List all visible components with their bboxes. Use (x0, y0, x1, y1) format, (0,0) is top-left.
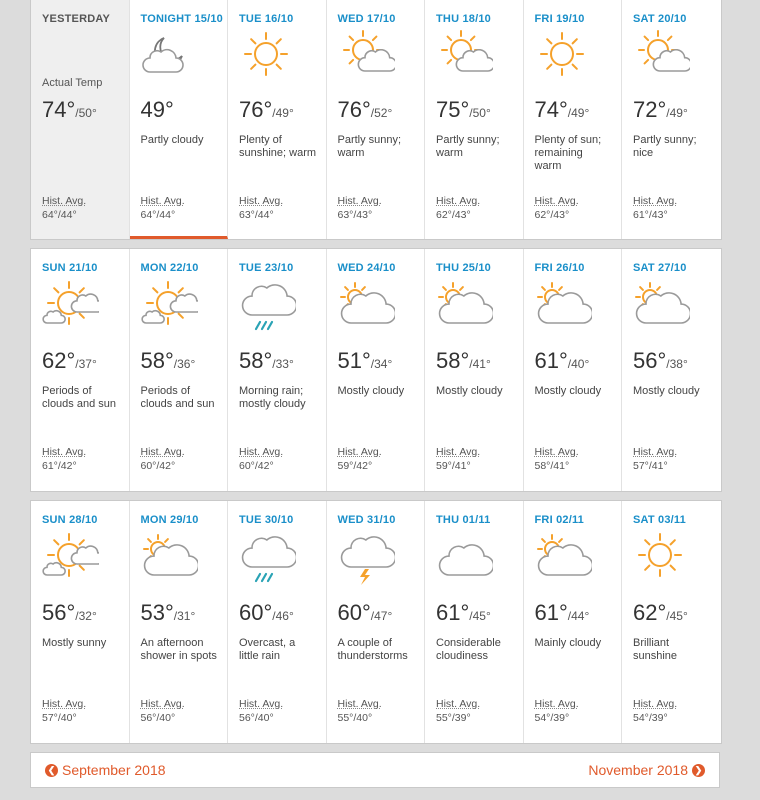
low-temp: /49° (272, 106, 294, 120)
mostly-cloudy-icon (433, 277, 493, 329)
sun-clouds-icon (138, 277, 198, 329)
temperature (141, 600, 196, 626)
low-temp: /32° (75, 609, 97, 623)
low-temp: /40° (567, 357, 590, 371)
high-temp: 76° (337, 97, 371, 122)
forecast-description: A couple of thunderstorms (337, 637, 408, 662)
hist-avg-label: Hist. Avg. (633, 698, 678, 710)
hist-avg-label: Hist. Avg. (42, 195, 87, 207)
forecast-description: Periods of clouds and sun (42, 385, 116, 410)
sun-cloud-icon (335, 28, 395, 80)
sun-clouds-icon (39, 529, 99, 581)
low-temp: /37° (75, 357, 97, 371)
day-card[interactable] (622, 0, 721, 239)
hist-avg-value: 63°/43° (337, 209, 373, 221)
forecast-description: Mostly cloudy (337, 385, 405, 397)
day-name: SUN 21/10 (42, 262, 98, 274)
temperature (239, 97, 294, 123)
rain-cloud-icon (236, 277, 296, 329)
day-name: WED 17/10 (337, 13, 396, 25)
hist-avg-value: 55°/39° (436, 712, 471, 724)
hist-avg-label: Hist. Avg. (239, 195, 284, 207)
hist-avg-label: Hist. Avg. (337, 195, 382, 207)
day-card[interactable] (228, 249, 327, 491)
hist-avg-label: Hist. Avg. (239, 698, 284, 710)
hist-avg-value: 56°/40° (140, 712, 176, 724)
month-navigation (30, 752, 720, 788)
hist-avg-value: 55°/40° (337, 712, 373, 724)
temperature (338, 97, 393, 123)
week-row-2 (30, 248, 722, 492)
mostly-cloudy-icon (630, 277, 690, 329)
historical-average (436, 194, 480, 222)
low-temp: /38° (666, 357, 688, 371)
historical-average (239, 445, 283, 473)
day-card[interactable] (622, 501, 721, 743)
day-name: THU 18/10 (436, 13, 491, 25)
historical-average (436, 697, 480, 725)
day-card[interactable] (130, 501, 229, 743)
high-temp: 75° (436, 97, 470, 122)
forecast-description: Brilliant sunshine (633, 637, 678, 662)
high-temp: 62° (633, 600, 667, 625)
low-temp: /34° (370, 357, 393, 371)
hist-avg-label: Hist. Avg. (42, 446, 87, 458)
low-temp: /49° (567, 106, 590, 120)
forecast-description: Partly sunny; warm (436, 134, 500, 159)
temperature (436, 97, 491, 123)
high-temp: 53° (140, 600, 174, 625)
next-month-link[interactable] (588, 762, 705, 778)
high-temp: 61° (436, 600, 470, 625)
sun-icon (630, 529, 690, 581)
day-card[interactable] (425, 249, 524, 491)
day-card[interactable] (425, 0, 524, 239)
historical-average (535, 194, 579, 222)
forecast-description: Considerable cloudiness (436, 637, 501, 662)
hist-avg-label: Hist. Avg. (239, 446, 284, 458)
low-temp: /49° (666, 106, 688, 120)
historical-average (239, 697, 283, 725)
day-name: SAT 27/10 (633, 262, 687, 274)
day-name: TUE 30/10 (239, 514, 294, 526)
hist-avg-label: Hist. Avg. (436, 698, 481, 710)
hist-avg-value: 56°/40° (239, 712, 274, 724)
hist-avg-label: Hist. Avg. (633, 195, 678, 207)
day-name: TUE 23/10 (239, 262, 294, 274)
hist-avg-value: 60°/42° (239, 460, 274, 472)
low-temp: /50° (469, 106, 491, 120)
temperature (239, 600, 294, 626)
day-card[interactable] (425, 501, 524, 743)
day-card[interactable] (228, 0, 327, 239)
sun-clouds-icon (39, 277, 99, 329)
forecast-description: Morning rain; mostly cloudy (239, 385, 306, 410)
temperature (535, 97, 590, 123)
low-temp: /45° (666, 609, 688, 623)
high-temp: 61° (534, 600, 568, 625)
forecast-description: Partly sunny; nice (633, 134, 697, 159)
high-temp: 74° (42, 97, 76, 122)
high-temp: 62° (42, 348, 76, 373)
forecast-description: Overcast, a little rain (239, 637, 296, 662)
low-temp: /36° (173, 357, 196, 371)
high-temp: 56° (42, 600, 76, 625)
day-card[interactable] (228, 501, 327, 743)
day-card[interactable] (130, 249, 229, 491)
previous-month-link[interactable] (45, 762, 166, 778)
hist-avg-value: 61°/42° (42, 460, 77, 472)
arrow-left-icon: ❮ (45, 764, 58, 777)
hist-avg-label: Hist. Avg. (534, 195, 579, 207)
hist-avg-label: Hist. Avg. (337, 446, 382, 458)
historical-average (141, 194, 185, 222)
low-temp: /33° (272, 357, 294, 371)
day-name: MON 22/10 (140, 262, 199, 274)
high-temp: 61° (534, 348, 568, 373)
hist-avg-value: 64°/44° (140, 209, 176, 221)
historical-average (535, 697, 579, 725)
historical-average (42, 194, 86, 222)
hist-avg-value: 62°/43° (436, 209, 471, 221)
historical-average (141, 445, 185, 473)
day-card[interactable] (327, 249, 426, 491)
day-card[interactable] (31, 249, 130, 491)
day-name: SUN 28/10 (42, 514, 98, 526)
hist-avg-value: 59°/41° (436, 460, 471, 472)
low-temp: /47° (370, 609, 393, 623)
forecast-description: Mostly cloudy (633, 385, 700, 397)
previous-month-label: September 2018 (62, 762, 166, 778)
mostly-cloudy-icon (532, 529, 592, 581)
rain-cloud-icon (236, 529, 296, 581)
day-name: SAT 03/11 (633, 514, 686, 526)
forecast-description: Mainly cloudy (534, 637, 602, 649)
hist-avg-value: 54°/39° (633, 712, 668, 724)
next-month-label: November 2018 (588, 762, 688, 778)
hist-avg-label: Hist. Avg. (633, 446, 678, 458)
temperature (141, 348, 196, 374)
hist-avg-label: Hist. Avg. (140, 698, 185, 710)
thunder-cloud-icon (335, 529, 395, 581)
hist-avg-label: Hist. Avg. (436, 446, 481, 458)
high-temp: 60° (337, 600, 371, 625)
temperature (633, 348, 688, 374)
day-card[interactable] (524, 249, 623, 491)
hist-avg-label: Hist. Avg. (534, 446, 579, 458)
low-temp: /44° (567, 609, 590, 623)
temperature (633, 600, 688, 626)
temperature (42, 600, 97, 626)
week-row-3 (30, 500, 722, 744)
forecast-description: Mostly cloudy (534, 385, 602, 397)
hist-avg-label: Hist. Avg. (140, 195, 185, 207)
temperature (436, 348, 491, 374)
hist-avg-value: 58°/41° (534, 460, 570, 472)
high-temp: 49° (140, 97, 174, 122)
historical-average (633, 697, 677, 725)
historical-average (633, 445, 677, 473)
day-card[interactable] (31, 501, 130, 743)
day-name: YESTERDAY (42, 13, 111, 25)
hist-avg-value: 54°/39° (534, 712, 570, 724)
low-temp: /41° (469, 357, 491, 371)
day-card[interactable] (327, 501, 426, 743)
day-name: SAT 20/10 (633, 13, 687, 25)
day-card[interactable] (130, 0, 229, 239)
day-card[interactable] (524, 0, 623, 239)
sun-cloud-icon (630, 28, 690, 80)
forecast-description: Mostly sunny (42, 637, 107, 649)
hist-avg-value: 61°/43° (633, 209, 668, 221)
historical-average (535, 445, 579, 473)
hist-avg-label: Hist. Avg. (337, 698, 382, 710)
day-name: FRI 02/11 (534, 514, 584, 526)
sun-icon (236, 28, 296, 80)
day-name: FRI 19/10 (534, 13, 585, 25)
hist-avg-label: Hist. Avg. (534, 698, 579, 710)
day-name: TONIGHT 15/10 (140, 13, 223, 25)
high-temp: 74° (534, 97, 568, 122)
hist-avg-value: 60°/42° (140, 460, 176, 472)
day-card[interactable] (524, 501, 623, 743)
historical-average (436, 445, 480, 473)
high-temp: 58° (239, 348, 273, 373)
high-temp: 60° (239, 600, 273, 625)
high-temp: 76° (239, 97, 273, 122)
day-name: WED 24/10 (337, 262, 396, 274)
historical-average (42, 445, 86, 473)
arrow-right-icon: ❯ (692, 764, 705, 777)
temperature (239, 348, 294, 374)
temperature (633, 97, 688, 123)
day-card-yesterday[interactable] (31, 0, 130, 239)
hist-avg-value: 64°/44° (42, 209, 77, 221)
day-name: TUE 16/10 (239, 13, 294, 25)
hist-avg-label: Hist. Avg. (42, 698, 87, 710)
sun-cloud-icon (433, 28, 493, 80)
actual-temp-label: Actual Temp (42, 77, 103, 89)
forecast-description: Partly cloudy (140, 134, 204, 146)
temperature (436, 600, 491, 626)
temperature (338, 600, 393, 626)
low-temp: /31° (173, 609, 196, 623)
temperature (42, 97, 97, 123)
high-temp: 56° (633, 348, 667, 373)
week-row-1 (30, 0, 722, 240)
day-name: MON 29/10 (140, 514, 199, 526)
hist-avg-label: Hist. Avg. (140, 446, 185, 458)
temperature (535, 348, 590, 374)
forecast-description: Periods of clouds and sun (140, 385, 215, 410)
high-temp: 72° (633, 97, 667, 122)
cloud-icon (433, 529, 493, 581)
forecast-description: Plenty of sun; remaining warm (534, 134, 602, 172)
forecast-description: Partly sunny; warm (337, 134, 402, 159)
hist-avg-value: 57°/41° (633, 460, 668, 472)
hist-avg-value: 59°/42° (337, 460, 373, 472)
historical-average (42, 697, 86, 725)
temperature (338, 348, 393, 374)
day-name: WED 31/10 (337, 514, 396, 526)
sun-icon (532, 28, 592, 80)
historical-average (141, 697, 185, 725)
forecast-description: Mostly cloudy (436, 385, 503, 397)
low-temp: /45° (469, 609, 491, 623)
high-temp: 58° (436, 348, 470, 373)
historical-average (633, 194, 677, 222)
day-card[interactable] (327, 0, 426, 239)
day-card[interactable] (622, 249, 721, 491)
mostly-cloudy-icon (532, 277, 592, 329)
day-name: THU 25/10 (436, 262, 491, 274)
day-name: FRI 26/10 (534, 262, 585, 274)
day-name: THU 01/11 (436, 514, 491, 526)
hist-avg-value: 57°/40° (42, 712, 77, 724)
historical-average (338, 445, 382, 473)
hist-avg-value: 63°/44° (239, 209, 274, 221)
temperature (141, 97, 174, 123)
low-temp: /50° (75, 106, 97, 120)
mostly-cloudy-icon (138, 529, 198, 581)
high-temp: 58° (140, 348, 174, 373)
forecast-description: An afternoon shower in spots (140, 637, 217, 662)
historical-average (338, 697, 382, 725)
low-temp: /46° (272, 609, 294, 623)
historical-average (239, 194, 283, 222)
forecast-description: Plenty of sunshine; warm (239, 134, 317, 159)
mostly-cloudy-icon (335, 277, 395, 329)
historical-average (338, 194, 382, 222)
hist-avg-label: Hist. Avg. (436, 195, 481, 207)
low-temp: /52° (370, 106, 393, 120)
temperature (42, 348, 97, 374)
high-temp: 51° (337, 348, 371, 373)
moon-cloud-icon (138, 28, 198, 80)
temperature (535, 600, 590, 626)
hist-avg-value: 62°/43° (534, 209, 570, 221)
